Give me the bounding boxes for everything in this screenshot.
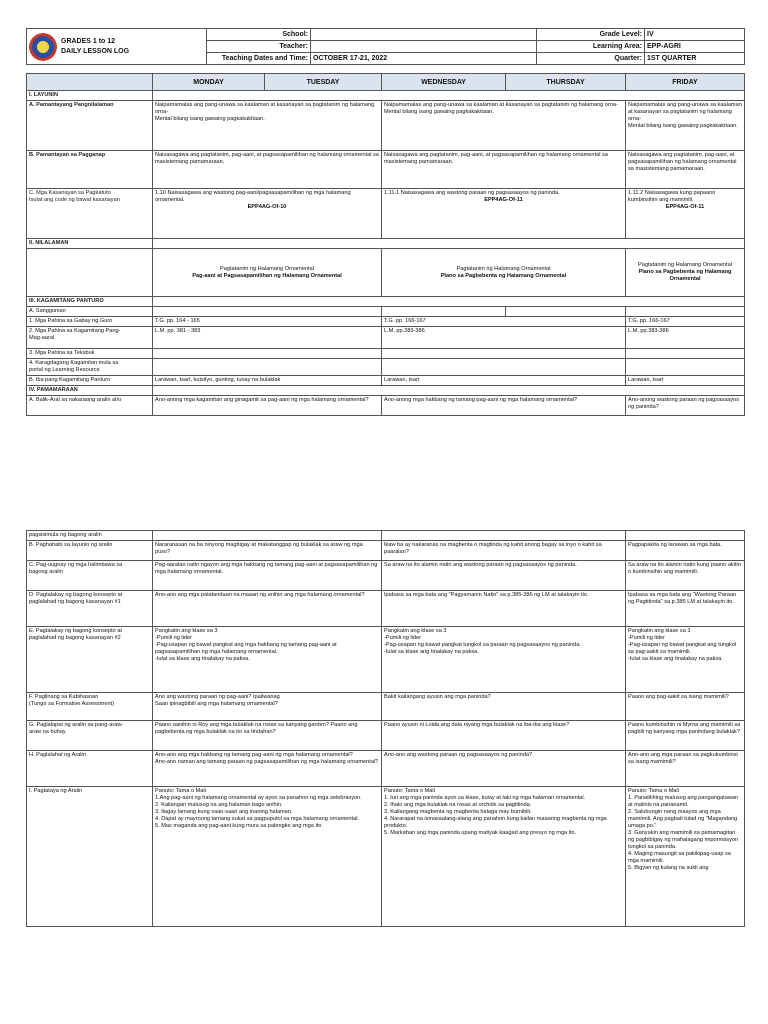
row-label-kagamitang-mag-aaral: 2. Mga Pahina sa Kagamitang Pang- Mag-aaral xyxy=(27,327,153,349)
cell-c-monday-text: 1.10 Naisasagawa ang wastong pag-aani/pagsasapamilihan ng mga halamang ornamental. xyxy=(155,190,351,203)
cell-pd-monday: Ano-ano ang mga palatandaan na maaari ng anihin ang mga halamang ornamental? xyxy=(153,591,382,627)
day-friday: FRIDAY xyxy=(626,74,745,91)
section-nilalaman: II. NILALAMAN xyxy=(27,239,153,249)
nilalaman-wednesday-line-2: Plano sa Pagbebenta ng Halamang Ornamental xyxy=(440,272,567,279)
day-thursday: THURSDAY xyxy=(506,74,626,91)
cell-b-wednesday: Naisasagawa ang pagtatanim, pag-aani, at pagsasapamilihan ng halamang ornamental sa masistemang pamamaraan. xyxy=(382,151,626,189)
cell-pe-wednesday: Pangkatin ang klase sa 3 -Pumili ng lider -Pag-usapan ng bawat pangkat tungkol sa paraan ng pagsasaayos ng paninda. -Iulat sa klase ang tinalakay na paksa. xyxy=(382,627,626,693)
school-label: School: xyxy=(207,29,311,41)
nilalaman-monday-line-1: Pagtatanim ng Halamang Ornamental xyxy=(220,265,314,272)
lesson-log-page-1 xyxy=(26,28,744,416)
cell-pd-wednesday: Ipabasa sa mga bata ang "Pagyamanin Natin" sa p.385-386 ng LM at talakayin ito. xyxy=(382,591,626,627)
cell-k1-wednesday: T.G. pp. 166-167 xyxy=(382,317,626,327)
row-label-paglalapat: G. Paglalapat ng aralin sa pang-araw- araw na buhay xyxy=(27,721,153,751)
row-label-kasanayan: C. Mga Kasanayan sa Pagkatuto Isulat ang code ng bawat kasanayan xyxy=(27,189,153,239)
row-label-iba-pang-kagamitan: B. Iba pang Kagamitang Panturo xyxy=(27,376,153,386)
deped-seal-icon xyxy=(29,33,57,61)
cell-pb-wednesday: Ikaw ba ay nakaranas na magbenta o magtinda ng kahit anong bagay sa inyo o kahit sa paaralan? xyxy=(382,541,626,561)
cell-nilalaman-friday xyxy=(626,249,745,297)
cell-a-friday: Naipamamalas ang pang-unawa sa kaalaman at kasanayan sa pagtatanim ng halamang orna- Mental bilang isang gawaing pagkakakitaan. xyxy=(626,101,745,151)
cell-pe-friday: Pangkatin ang klase sa 3 -Pumili ng lider -Pag-usapan ng bawat pangkat ang tungkol sa pag-aakit sa mamimili. -Iulat sa klase ang tinalakay na paksa. xyxy=(626,627,745,693)
cell-a-monday: Naipamamalas ang pang-unawa sa kaalaman at kasanayan sa pagtatanim ng halamang orna- Mental bilang isang gawaing pagkakakitaan. xyxy=(153,101,382,151)
section-layunin: I. LAYUNIN xyxy=(27,91,153,101)
cell-k1-monday: T.G. pp. 164 - 165 xyxy=(153,317,382,327)
cell-k2-friday: L.M. pp.383-386 xyxy=(626,327,745,349)
cell-pi-monday: Panuto: Tama o Mali 1.Ang pag-aani ng halamang ornamental ay ayon sa panahon ng mga selebrasyon. 2. Kailangan malusog na ang halaman bago anihin. 3. Ilagay lamang kung saan-saan ang inaning halaman. 4. Dapat ay mayroong tamang sukat sa pagpuputol sa mga halamang ornamental. 5. Mas maganda ang pag-aani kung mura sa palengke ang mga ito. xyxy=(153,787,382,927)
row-label-pag-uugnay: C. Pag-uugnay ng mga halimbawa sa bagong aralin xyxy=(27,561,153,591)
day-monday: MONDAY xyxy=(153,74,265,91)
cell-pf-monday: Ano ang wastong paraan ng pag-aani? Ipaliwanag Saan ipinagbibili ang mga halamang ornamental? xyxy=(153,693,382,721)
row-label-sanggunian: A. Sanggunian xyxy=(27,307,153,317)
school-value xyxy=(311,29,537,41)
cell-pa-friday: Ano-anong wastong paraan ng pagsasaayos ng paninda? xyxy=(626,396,745,416)
row-label-pagtalakay-2: E. Pagtalakay ng bagong konsepto at paglalahad ng bagong kasanayan #2 xyxy=(27,627,153,693)
cell-ph-wednesday: Ano-ano ang wastong paraan ng pagsasaayos ng paninda? xyxy=(382,751,626,787)
cell-c-wednesday-text: 1.11.1 Naisasagawa ang wastong paraan ng pagsasaayos ng paninda. xyxy=(384,190,560,196)
cell-k1-friday: T.G. pp. 166-167 xyxy=(626,317,745,327)
day-tuesday: TUESDAY xyxy=(265,74,382,91)
nilalaman-friday-line-1: Pagtatanim ng Halamang Ornamental xyxy=(638,262,732,268)
cell-nilalaman-monday xyxy=(153,249,382,297)
cell-c-monday-code: EPP4AG-Of-10 xyxy=(247,204,287,210)
cell-pf-wednesday: Bakit kailangang ayusin ang mga paninda? xyxy=(382,693,626,721)
grade-level-value: IV xyxy=(645,29,745,41)
learning-area-value: EPP-AGRI xyxy=(645,41,745,53)
logo-line-2: DAILY LESSON LOG xyxy=(61,47,130,55)
grade-level-label: Grade Level: xyxy=(537,29,645,41)
lesson-table-1 xyxy=(26,73,745,416)
cell-pc-monday: Pag-aaralan natin ngayon ang mga hakbang ng tamang pag-aani at pagsasapamilihan ng mga halamang ornamental. xyxy=(153,561,382,591)
quarter-value: 1ST QUARTER xyxy=(645,53,745,65)
row-label-teksbuk: 3. Mga Pahina sa Teksbuk xyxy=(27,349,153,359)
row-label-pamantayang-pangnilalaman: A. Pamantayang Pangnilalaman xyxy=(27,101,153,151)
cell-b-monday: Naisasagawa ang pagtatanim, pag-aani, at pagsasapamilihan ng halamang ornamental sa masistemang pamamaraan. xyxy=(153,151,382,189)
section-kagamitang-panturo: III. KAGAMITANG PANTURO xyxy=(27,297,153,307)
teacher-value xyxy=(311,41,537,53)
cell-pe-monday: Pangkatin ang klase sa 3 -Pumili ng lider -Pag-usapan ng bawat pangkat ang mga hakbang ng tamang pag-aani at pagsasapamilihan ng mga halamang ornamental. -Iulat sa klase ang tinalakay na paksa. xyxy=(153,627,382,693)
blank-corner xyxy=(27,74,153,91)
cell-pg-wednesday: Paano ayusin ni Loida ang dala niyang mga bulaklak na iba-iba ang klase? xyxy=(382,721,626,751)
cell-pf-friday: Paano ang pag-aakit sa isang mamimili? xyxy=(626,693,745,721)
cell-c-monday xyxy=(153,189,382,239)
cell-pa-monday: Ano-anong mga kagamitan ang ginagamit sa pag-aani ng mga halamang ornamental? xyxy=(153,396,382,416)
row-label-paglinang: F. Paglinang sa Kabihasnan (Tungo sa Formative Assessment) xyxy=(27,693,153,721)
cell-c-friday-text: 1.11.2 Naisasagawa kung papaano kumbinsihin ang mamimili. xyxy=(628,190,716,203)
logo-cell xyxy=(27,29,207,65)
row-label-paglalahat: H. Paglalahat ng Aralin xyxy=(27,751,153,787)
cell-nilalaman-wednesday xyxy=(382,249,626,297)
dates-label: Teaching Dates and Time: xyxy=(207,53,311,65)
row-label-gabay-guro: 1. Mga Pahina sa Gabay ng Guro xyxy=(27,317,153,327)
section-pamamaraan: IV. PAMAMARAAN xyxy=(27,386,153,396)
cell-b-friday: Naisasagawa ang pagtatanim, pag-aani, at pagsasapamilihan ng halamang ornamental sa masistemang pamamaraan. xyxy=(626,151,745,189)
cell-pb-friday: Pagpapakita ng larawan sa mga bata. xyxy=(626,541,745,561)
cell-c-wednesday-code: EPP4AG-Of-11 xyxy=(484,197,523,203)
cell-pb-monday: Nararanasan na ba ninyong magbigay at makatanggap ng bulaklak sa araw ng mga puso? xyxy=(153,541,382,561)
nilalaman-friday-line-2: Plano sa Pagbebenta ng Halamang Ornamental xyxy=(638,269,732,282)
cell-c-friday xyxy=(626,189,745,239)
row-label-pagsisimula: pagsisimula ng bagong aralin xyxy=(27,531,153,541)
row-label-pagtalakay-1: D. Pagtalakay ng bagong konsepto at paglalahad ng bagong kasanayan #1 xyxy=(27,591,153,627)
row-label-pamantayan-sa-pagganap: B. Pamantayan sa Pagganap xyxy=(27,151,153,189)
cell-kb-wednesday: Larawan, tsart xyxy=(382,376,626,386)
nilalaman-monday-line-2: Pag-aani at Pagsasapamilihan ng Halamang Ornamental xyxy=(192,272,342,279)
cell-c-friday-code: EPP4AG-Of-11 xyxy=(665,204,705,210)
row-label-paghahabi: B. Paghahabi sa layunin ng aralin xyxy=(27,541,153,561)
nilalaman-wednesday-line-1: Pagtatanim ng Halamang Ornamental xyxy=(456,265,551,272)
cell-pc-wednesday: Sa araw na ito alamin natin ang wastong paraan ng pagsasaayos ng paninda. xyxy=(382,561,626,591)
row-label-balik-aral: A. Balik-Aral sa nakaraang aralin at/o xyxy=(27,396,153,416)
cell-ph-monday: Ano-ano ang mga hakbang ng tamang pag-aani ng mga halamang ornamental? Ano-ano naman ang tamang paraan ng pagsasapamilihan ng mga halamang ornamental? xyxy=(153,751,382,787)
logo-line-1: GRADES 1 to 12 xyxy=(61,37,116,45)
cell-kb-monday: Larawan, tsart, kutsilyo, gunting, tunay na bulaklak xyxy=(153,376,382,386)
cell-pd-friday: Ipabasa sa mga bata ang "Wastong Paraan ng Pagtitinda" sa p.386 LM at talakayin ito. xyxy=(626,591,745,627)
learning-area-label: Learning Area: xyxy=(537,41,645,53)
row-label-learning-resource: 4. Karagdagang Kagamitan mula sa portal ng Learning Resource xyxy=(27,359,153,376)
cell-kb-friday: Larawan, tsart xyxy=(626,376,745,386)
day-wednesday: WEDNESDAY xyxy=(382,74,506,91)
cell-ph-friday: Ano-ano ang mga paraan sa pagkukumbinsi sa isang mamimili? xyxy=(626,751,745,787)
header-table xyxy=(26,28,745,65)
cell-pi-friday: Panuto: Tama o Mali 1. Panatilihing malusog ang pangangatawan at malinis na pananamit. 2. Salubungin nang maayos ang mga mamimili. Ang pagbati tulad ng "Magandang umaga po." 3. Ganyakin ang mamimili sa pamamagitan ng pagbibigay ng mahalagang impormasyon tungkol sa paninda. 4. Maging masungit sa pakikipag-usap sa mga mamimili. 5. Bigyan ng kulang na sukli ang xyxy=(626,787,745,927)
cell-a-wednesday: Naipamamalas ang pang-unawa sa kaalaman at kasanayan sa pagtatanim ng halamang orna- Mental bilang isang gawaing pagkakakitaan. xyxy=(382,101,626,151)
cell-pc-friday: Sa araw na ito alamin natin kung paano akitin o kumbinsihin ang mamimili. xyxy=(626,561,745,591)
lesson-log-page-2 xyxy=(26,530,744,927)
cell-k2-wednesday: L.M. pp.383-386 xyxy=(382,327,626,349)
cell-c-wednesday xyxy=(382,189,626,239)
cell-pg-monday: Paano aanihin ni Roy ang mga bulaklak na rosas sa kanyang garden? Paano ang pagbebenta ng mga bulaklak na ito sa tindahan? xyxy=(153,721,382,751)
cell-pi-wednesday: Panuto: Tama o Mali 1. Iuri ang mga paninda ayon sa klase, kulay at laki ng mga halaman ornamental. 2. Ihalo ang mga bulaklak na rosas at orchids sa pagtitinda. 3. Kailangang magbenta ng magbenta halaga may bumibili. 4. Nararapat na isinasaalang-alang ang panahon kung kailan maaaring magbenta ng mga produkto. 5. Markahan ang mga paninda upang matiyak kaagad ang presyo ng mga ito. xyxy=(382,787,626,927)
cell-k2-monday: L.M. pp. 381 - 383 xyxy=(153,327,382,349)
teacher-label: Teacher: xyxy=(207,41,311,53)
cell-pg-friday: Paano kumbinsihin ni Myrna ang mamimili sa pagbili ng kanyang mga panindang bulaklak? xyxy=(626,721,745,751)
row-label-pagtataya: I. Pagtataya ng Aralin xyxy=(27,787,153,927)
cell-pa-wednesday: Ano-anong mga hakbang ng tamang pag-aani ng mga halamang ornamental? xyxy=(382,396,626,416)
quarter-label: Quarter: xyxy=(537,53,645,65)
dates-value: OCTOBER 17-21, 2022 xyxy=(311,53,537,65)
lesson-table-2 xyxy=(26,530,745,927)
